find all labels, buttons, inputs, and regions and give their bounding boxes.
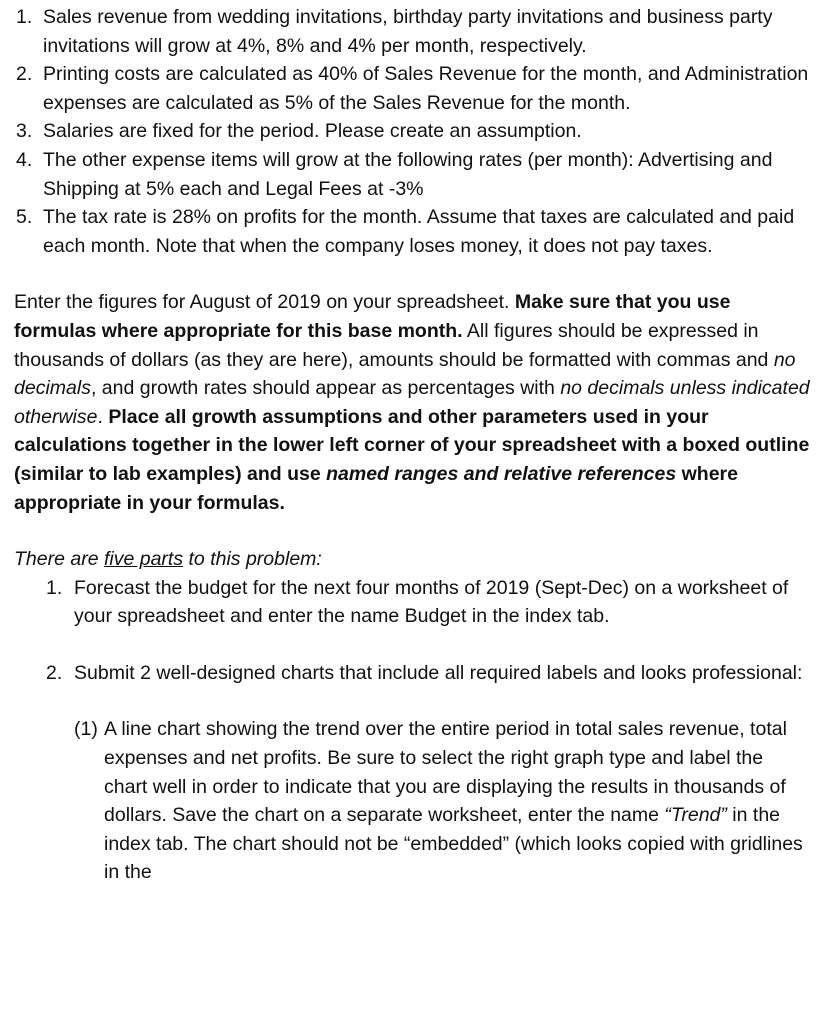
list-text: Forecast the budget for the next four months of 2019 (Sept-Dec) on a worksheet of your spreadsheet and enter the name Budget in the index tab. — [74, 576, 789, 628]
list-text: Sales revenue from wedding invitations, birthday party invitations and business party invitations will grow at 4%, 8% and 4% per month, respectively. — [43, 6, 773, 57]
instructions-bold: Make sure that you use formulas where appropriate for this base month. — [14, 291, 731, 342]
instructions-bold: where appropriate in your formulas. — [14, 462, 738, 514]
parts-intro-text: to this problem: — [183, 548, 322, 571]
instructions-text: All figures should be expressed in thousands of dollars (as they are here), amounts should be formatted with commas and — [14, 319, 774, 371]
subitem-number: (1) — [74, 718, 98, 741]
list-text: Salaries are fixed for the period. Please create an assumption. — [43, 120, 582, 143]
list-item — [0, 60, 824, 117]
instructions-italic: no decimals — [14, 348, 796, 400]
instructions-text: . — [97, 405, 109, 428]
parts-list — [0, 574, 824, 688]
list-number: 1. — [16, 6, 33, 28]
list-number: 2. — [46, 661, 63, 684]
parts-intro-underlined: five parts — [103, 548, 184, 571]
parts-intro-text: There are — [14, 548, 104, 571]
list-item — [0, 3, 824, 60]
instructions-bold: Place all growth assumptions and other parameters used in your calculations together in the lower left corner of your spreadsheet with a boxed outline (similar to lab examples) and use — [14, 405, 810, 485]
list-text: Submit 2 well-designed charts that include all required labels and looks professional: — [74, 661, 803, 684]
list-text: The other expense items will grow at the following rates (per month): Advertising and Shipping at 5% each and Legal Fees at -3% — [43, 148, 773, 200]
instructions-text: , and growth rates should appear as percentages with — [90, 377, 561, 400]
list-number: 4. — [16, 148, 33, 171]
instructions-bold-italic: named ranges and relative references — [326, 462, 677, 485]
list-number: 1. — [46, 576, 63, 599]
instructions-italic: no decimals unless indicated otherwise — [14, 377, 810, 428]
subitem-italic: “Trend” — [664, 804, 727, 827]
list-item — [0, 117, 824, 146]
instructions-paragraph — [0, 288, 824, 517]
list-number: 5. — [16, 206, 33, 229]
list-item — [0, 203, 824, 260]
parts-intro — [0, 545, 824, 574]
assumptions-list — [0, 3, 824, 260]
list-item — [0, 659, 824, 688]
subitem-text: in the index tab. The chart should not be “embedded” (which looks copied with gridlines in the — [104, 804, 803, 884]
list-number: 2. — [16, 63, 33, 86]
chart-subitem — [0, 715, 824, 887]
list-number: 3. — [16, 120, 33, 143]
document-page — [0, 3, 824, 887]
subitem-text: A line chart showing the trend over the entire period in total sales revenue, total expenses and net profits. Be sure to select the right graph type and label the chart well in order to indicate that you are displaying the results in thousands of dollars. Save the chart on a separate worksheet, enter the name — [104, 718, 787, 827]
list-item — [0, 146, 824, 203]
list-item — [0, 574, 824, 631]
list-text: Printing costs are calculated as 40% of Sales Revenue for the month, and Administration expenses are calculated as 5% of the Sales Revenue for the month. — [43, 63, 809, 114]
list-spacer — [0, 631, 824, 659]
list-text: The tax rate is 28% on profits for the month. Assume that taxes are calculated and paid each month. Note that when the company loses money, it does not pay taxes. — [43, 206, 795, 257]
instructions-text: Enter the figures for August of 2019 on your spreadsheet. — [14, 291, 515, 314]
